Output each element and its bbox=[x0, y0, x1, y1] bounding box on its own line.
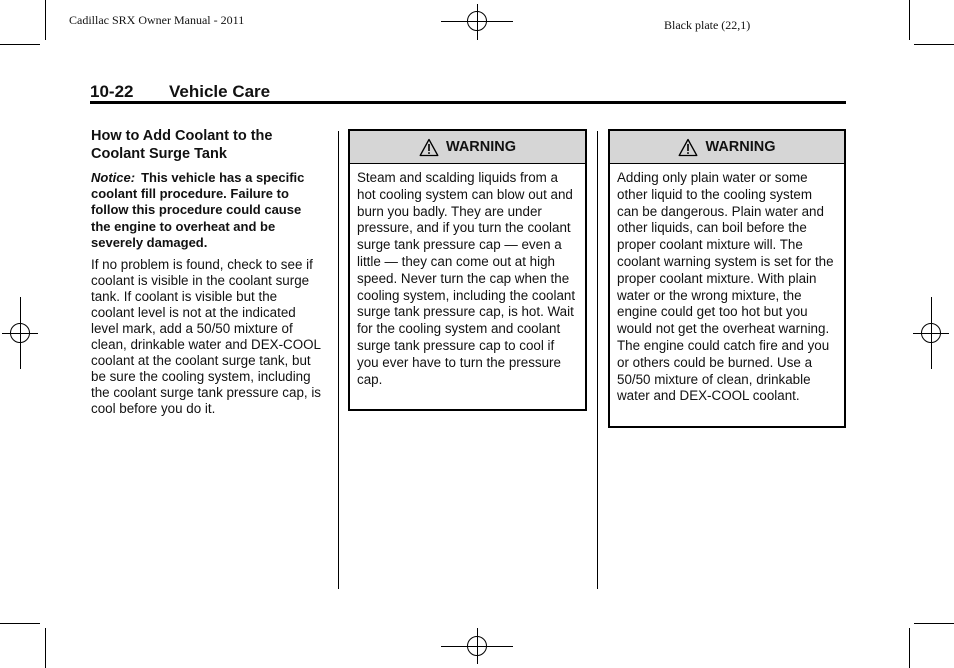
notice-text: This vehicle has a specific coolant fill procedure. Failure to follow this procedure could cause the engine to overheat and be severely damaged. bbox=[91, 170, 305, 250]
crop-mark-bottom-right-h bbox=[914, 623, 954, 624]
warning-box-2 bbox=[608, 129, 846, 428]
crop-mark-top-left-v bbox=[45, 0, 46, 40]
warning-header bbox=[610, 131, 844, 164]
plate-info: Black plate (22,1) bbox=[664, 18, 751, 32]
subsection-heading: How to Add Coolant to the Coolant Surge Tank bbox=[91, 128, 273, 162]
warning-triangle-icon bbox=[678, 138, 698, 157]
warning-title: WARNING bbox=[445, 139, 517, 155]
column-separator-1 bbox=[338, 131, 339, 589]
section-title: Vehicle Care bbox=[169, 82, 271, 101]
warning-box-1 bbox=[348, 129, 587, 411]
crop-mark-top-left-h bbox=[0, 44, 40, 45]
crop-mark-bottom-left-h bbox=[0, 623, 40, 624]
crop-mark-bottom-right-v bbox=[909, 628, 910, 668]
left-column bbox=[91, 127, 323, 417]
notice-label: Notice: bbox=[91, 170, 136, 185]
warning-triangle-icon bbox=[419, 138, 439, 157]
crop-mark-top-right-h bbox=[914, 44, 954, 45]
notice bbox=[91, 170, 323, 251]
manual-title: Cadillac SRX Owner Manual - 2011 bbox=[69, 13, 245, 27]
body-paragraph: If no problem is found, check to see if coolant is visible in the coolant surge tank. If coolant is visible but the coolant level is not at the indicated level mark, add a 50/50 mixture of clean, drinkable water and DEX-COOL coolant at the coolant surge tank, but be sure the cooling system, including the coolant surge tank pressure cap, is cool before you do it. bbox=[91, 257, 322, 417]
warning-text: Steam and scalding liquids from a hot cooling system can blow out and burn you badly. They are under pressure, and if you turn the coolant surge tank pressure cap — even a little — they can come out at high speed. Never turn the cap when the cooling system, including the coolant surge tank pressure cap, is hot. Wait for the cooling system and coolant surge tank pressure cap to cool if you ever have to turn the pressure cap. bbox=[357, 170, 576, 387]
warning-title: WARNING bbox=[705, 139, 776, 155]
section-number: 10-22 bbox=[90, 82, 134, 101]
crop-mark-bottom-left-v bbox=[45, 628, 46, 668]
section-rule bbox=[90, 101, 846, 104]
column-separator-2 bbox=[597, 131, 598, 589]
warning-text: Adding only plain water or some other liquid to the cooling system can be dangerous. Plain water and other liquids, can boil before the proper coolant mixture will. The coolant warning system is set for the proper coolant mixture. With plain water or the wrong mixture, the engine could get too hot but you would not get the overheat warning. The engine could catch fire and you or others could be burned. Use a 50/50 mixture of clean, drinkable water and DEX-COOL coolant. bbox=[617, 170, 834, 404]
crop-mark-top-right-v bbox=[909, 0, 910, 40]
warning-header bbox=[350, 131, 585, 164]
